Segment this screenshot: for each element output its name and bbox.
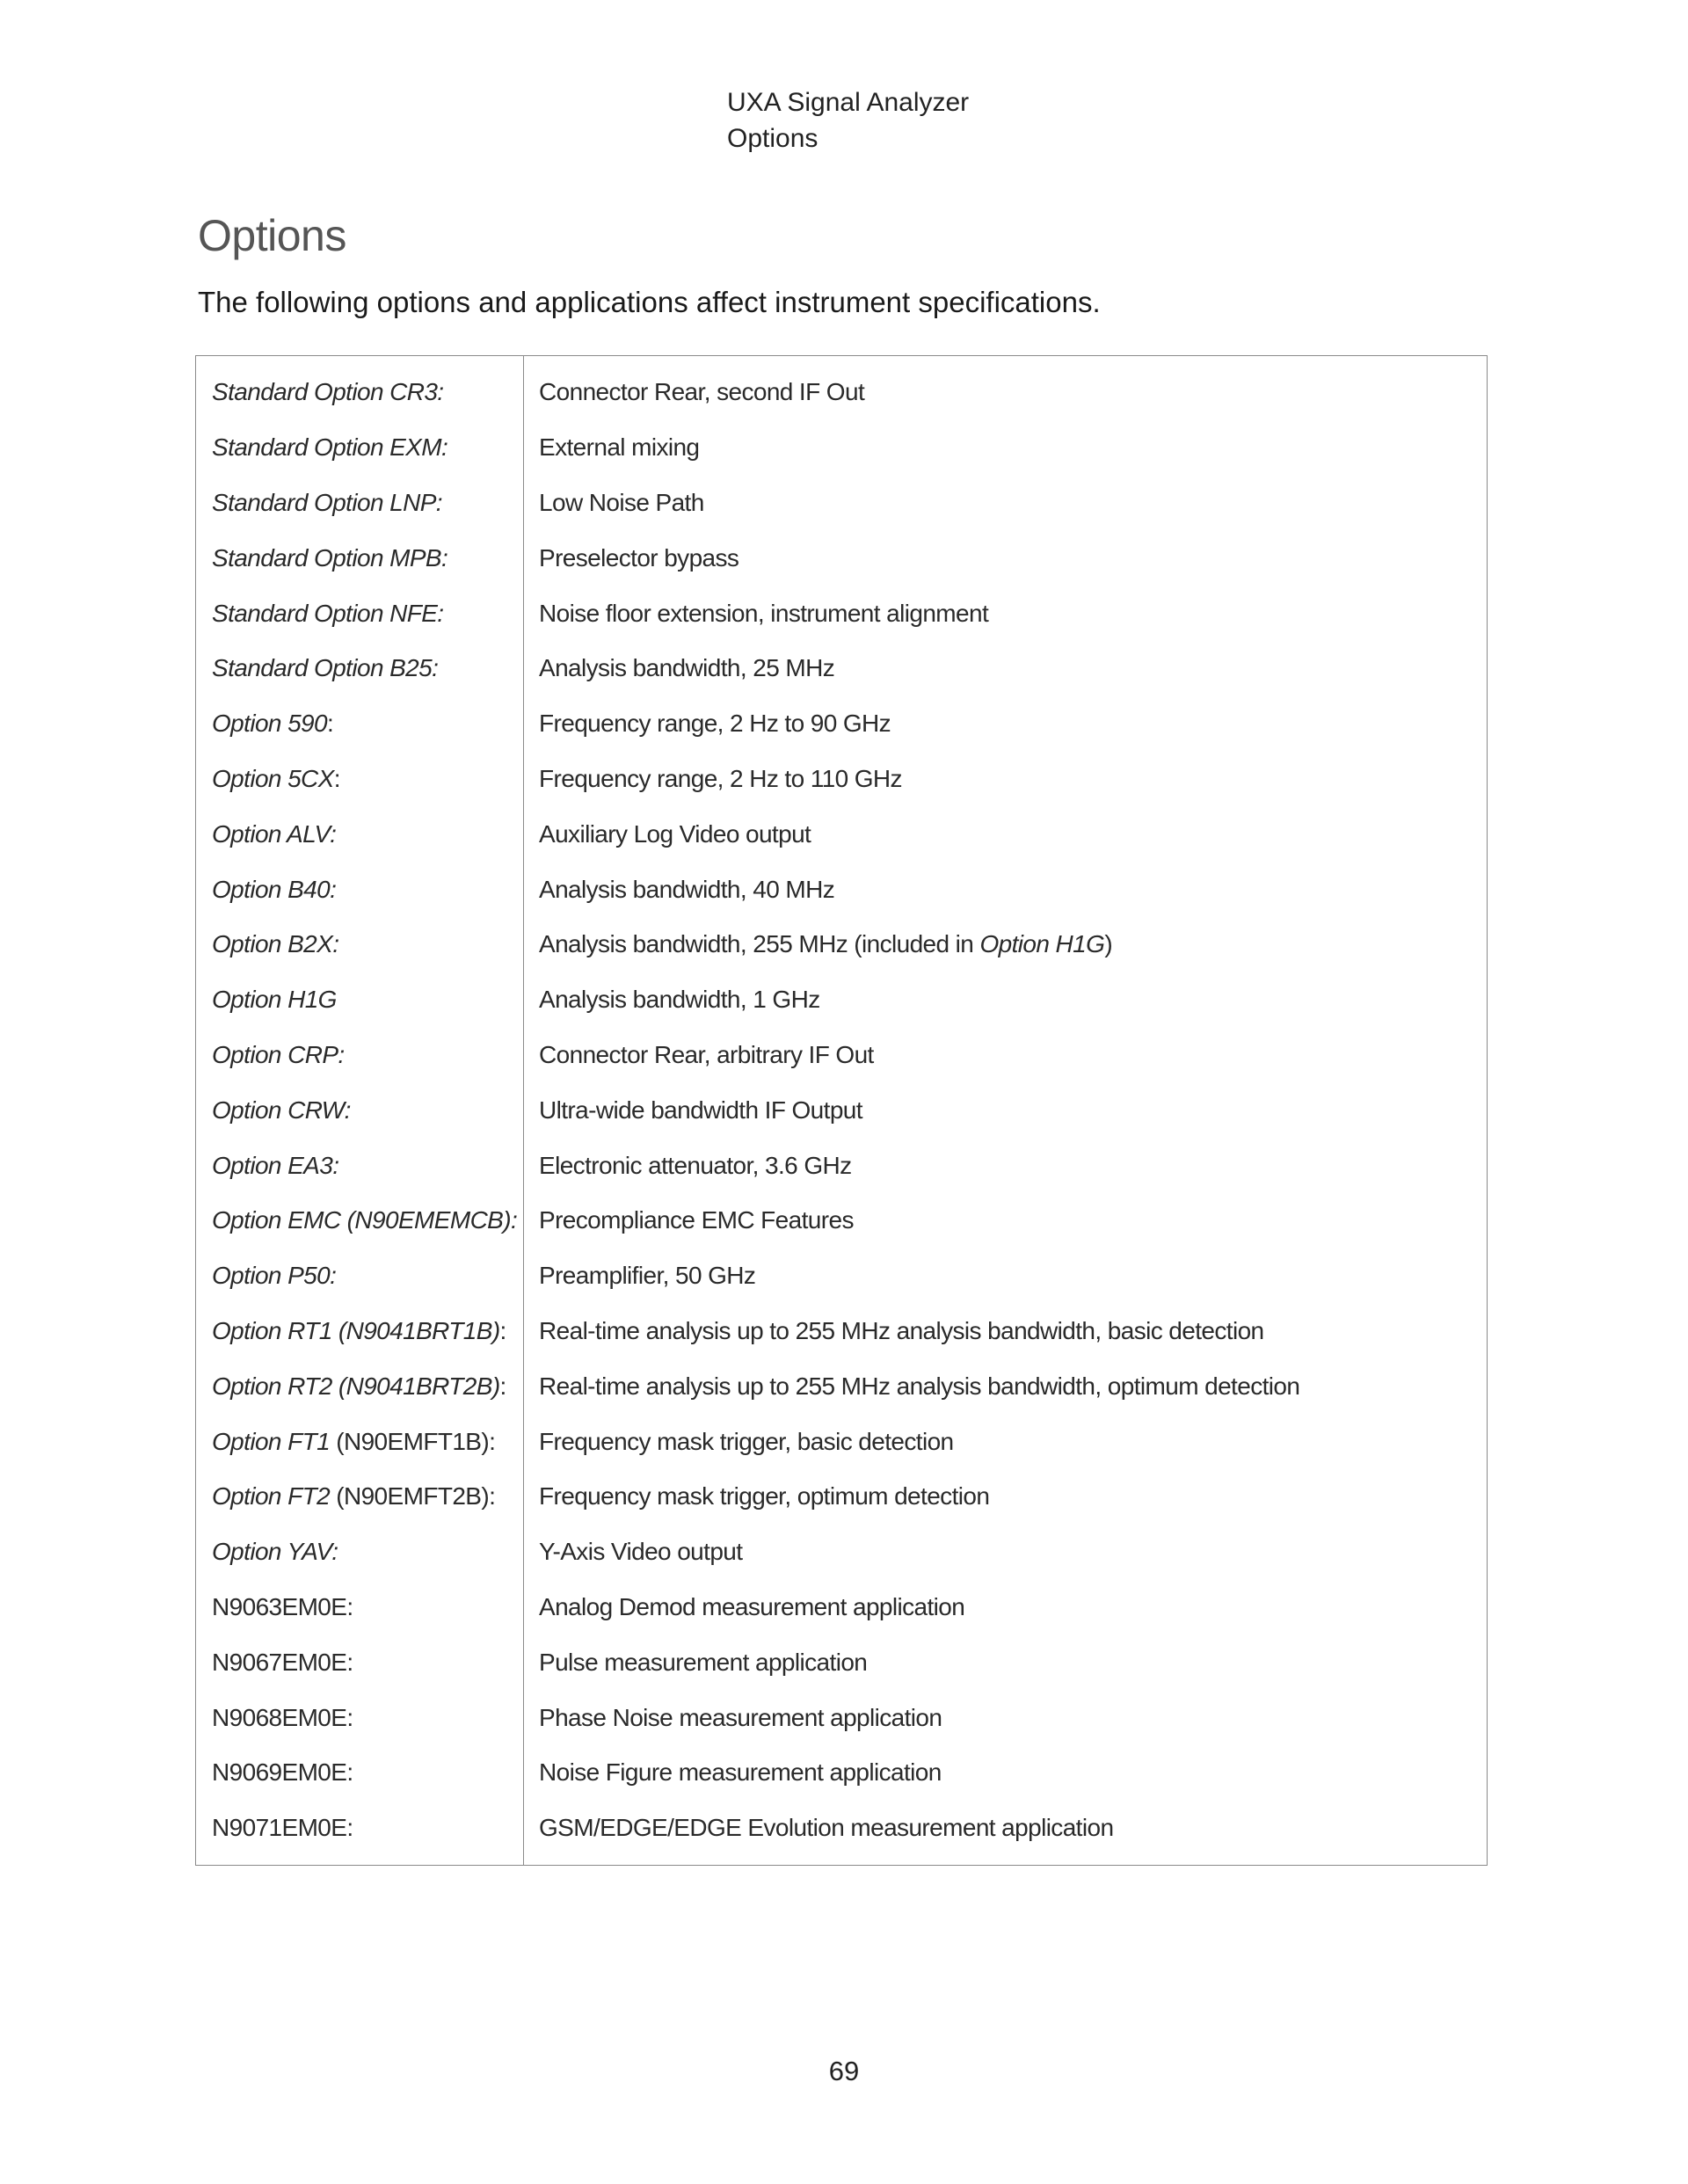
- option-description-cell: [523, 972, 1487, 1028]
- option-description-cell: [523, 586, 1487, 641]
- option-description: Noise Figure measurement application: [539, 1758, 942, 1787]
- option-code-cell: [196, 1690, 523, 1745]
- option-code-cell: [196, 420, 523, 476]
- option-description-cell: [523, 752, 1487, 807]
- option-description: Analog Demod measurement application: [539, 1592, 965, 1620]
- running-header: [727, 84, 969, 157]
- option-code-plain: (N90EMFT2B):: [330, 1482, 496, 1511]
- option-code-italic: Standard Option LNP:: [212, 488, 442, 516]
- table-column-divider: [523, 356, 524, 1865]
- option-code-cell: [196, 1801, 523, 1856]
- option-code-cell: [196, 862, 523, 917]
- option-code-cell: [196, 696, 523, 752]
- option-description-cell: [523, 1525, 1487, 1580]
- option-code-italic: Option RT2 (N9041BRT2B): [212, 1372, 500, 1400]
- option-code-plain: N9067EM0E:: [212, 1648, 353, 1676]
- option-description-cell: [523, 476, 1487, 531]
- option-description: Y-Axis Video output: [539, 1538, 743, 1566]
- option-description-cell: [523, 1469, 1487, 1525]
- option-description-tail: ): [1104, 930, 1113, 958]
- option-code-italic: Option EA3:: [212, 1151, 339, 1179]
- option-description-cell: [523, 862, 1487, 917]
- header-product-title: UXA Signal Analyzer: [727, 88, 970, 117]
- option-description-cell: [523, 1414, 1487, 1469]
- option-code-italic: Option YAV:: [212, 1538, 338, 1566]
- option-code-italic: Option RT1 (N9041BRT1B): [212, 1316, 500, 1344]
- option-description-cell: [523, 1801, 1487, 1856]
- option-description-cell: [523, 1082, 1487, 1138]
- option-code-cell: [196, 1082, 523, 1138]
- option-description: Ultra-wide bandwidth IF Output: [539, 1096, 862, 1124]
- option-description: Real-time analysis up to 255 MHz analysis bandwidth, basic detection: [539, 1316, 1264, 1344]
- option-code-cell: [196, 1525, 523, 1580]
- option-code-plain: :: [499, 1316, 506, 1344]
- option-description: Phase Noise measurement application: [539, 1703, 942, 1731]
- option-code-cell: [196, 1028, 523, 1083]
- option-description: Noise floor extension, instrument alignment: [539, 599, 989, 627]
- option-description: Analysis bandwidth, 25 MHz: [539, 654, 835, 682]
- option-code-cell: [196, 1580, 523, 1635]
- option-code-italic: Option H1G: [212, 986, 337, 1014]
- option-description: Preselector bypass: [539, 543, 739, 571]
- option-code-plain: (N90EMFT1B):: [330, 1427, 496, 1455]
- option-code-cell: [196, 806, 523, 862]
- option-code-cell: [196, 1249, 523, 1304]
- option-code-italic: Option FT1: [212, 1427, 331, 1455]
- option-description-cell: [523, 530, 1487, 586]
- section-title: Options: [198, 211, 346, 260]
- header-section-name: Options: [727, 124, 819, 153]
- option-code-italic: Option B2X:: [212, 930, 339, 958]
- option-code-italic: Option EMC (N90EMEMCB):: [212, 1206, 518, 1234]
- option-description: Connector Rear, arbitrary IF Out: [539, 1040, 874, 1068]
- option-description-cell: [523, 420, 1487, 476]
- intro-paragraph: The following options and applications affect instrument specifications.: [198, 286, 1101, 318]
- option-description-cell: [523, 917, 1487, 972]
- option-code-plain: :: [499, 1372, 506, 1400]
- option-code-plain: N9071EM0E:: [212, 1814, 353, 1842]
- option-code-italic: Option P50:: [212, 1262, 337, 1290]
- option-code-cell: [196, 1358, 523, 1414]
- option-code-italic: Option ALV:: [212, 819, 337, 848]
- option-code-cell: [196, 1634, 523, 1690]
- option-code-plain: :: [327, 710, 334, 738]
- option-description: Pulse measurement application: [539, 1648, 868, 1676]
- option-description-cell: [523, 1745, 1487, 1801]
- option-code-italic: Option CRW:: [212, 1096, 351, 1124]
- option-description: Electronic attenuator, 3.6 GHz: [539, 1151, 852, 1179]
- option-description: Frequency mask trigger, basic detection: [539, 1427, 954, 1455]
- option-description-cell: [523, 1028, 1487, 1083]
- option-description: Low Noise Path: [539, 488, 704, 516]
- option-description-cell: [523, 1690, 1487, 1745]
- option-code-cell: [196, 917, 523, 972]
- option-code-cell: [196, 1414, 523, 1469]
- option-description-cell: [523, 1358, 1487, 1414]
- option-code-italic: Option 5CX: [212, 764, 334, 792]
- option-code-italic: Option 590: [212, 710, 327, 738]
- option-code-plain: N9063EM0E:: [212, 1592, 353, 1620]
- option-code-italic: Standard Option MPB:: [212, 543, 448, 571]
- option-description: Frequency range, 2 Hz to 90 GHz: [539, 710, 891, 738]
- option-description-cell: [523, 1193, 1487, 1249]
- option-code-cell: [196, 752, 523, 807]
- option-code-italic: Standard Option CR3:: [212, 378, 444, 406]
- option-code-plain: :: [333, 764, 340, 792]
- option-description-cell: [523, 365, 1487, 420]
- option-description-cell: [523, 1138, 1487, 1193]
- option-code-cell: [196, 641, 523, 696]
- option-code-italic: Standard Option B25:: [212, 654, 439, 682]
- option-description-cell: [523, 1580, 1487, 1635]
- option-description: External mixing: [539, 433, 700, 462]
- option-code-italic: Standard Option EXM:: [212, 433, 448, 462]
- option-code-cell: [196, 1745, 523, 1801]
- option-code-cell: [196, 1193, 523, 1249]
- option-code-plain: N9069EM0E:: [212, 1758, 353, 1787]
- option-description-cell: [523, 1634, 1487, 1690]
- option-code-cell: [196, 365, 523, 420]
- option-description: Precompliance EMC Features: [539, 1206, 854, 1234]
- option-description: Preamplifier, 50 GHz: [539, 1262, 756, 1290]
- option-code-cell: [196, 586, 523, 641]
- page-number: 69: [828, 2056, 860, 2086]
- option-code-cell: [196, 530, 523, 586]
- option-code-italic: Option B40:: [212, 875, 337, 903]
- option-code-cell: [196, 1138, 523, 1193]
- option-code-cell: [196, 972, 523, 1028]
- option-description: Auxiliary Log Video output: [539, 819, 811, 848]
- option-description: Real-time analysis up to 255 MHz analysis bandwidth, optimum detection: [539, 1372, 1300, 1400]
- option-description: Analysis bandwidth, 255 MHz (included in: [539, 930, 980, 958]
- option-code-cell: [196, 1304, 523, 1359]
- option-description: Connector Rear, second IF Out: [539, 378, 865, 406]
- option-code-cell: [196, 1469, 523, 1525]
- option-code-italic: Standard Option NFE:: [212, 599, 444, 627]
- option-description: GSM/EDGE/EDGE Evolution measurement application: [539, 1814, 1114, 1842]
- option-description: Frequency mask trigger, optimum detection: [539, 1482, 990, 1511]
- option-description-cell: [523, 641, 1487, 696]
- option-description-cell: [523, 1249, 1487, 1304]
- options-table: [195, 355, 1488, 1866]
- option-code-plain: N9068EM0E:: [212, 1703, 353, 1731]
- option-description: Analysis bandwidth, 40 MHz: [539, 875, 835, 903]
- option-description-cell: [523, 1304, 1487, 1359]
- option-description-cell: [523, 806, 1487, 862]
- option-code-italic: Option FT2: [212, 1482, 331, 1511]
- option-description-cell: [523, 696, 1487, 752]
- option-description: Analysis bandwidth, 1 GHz: [539, 986, 820, 1014]
- option-code-italic: Option CRP:: [212, 1040, 345, 1068]
- option-description: Frequency range, 2 Hz to 110 GHz: [539, 764, 902, 792]
- option-description-italic: Option H1G: [979, 930, 1105, 958]
- option-code-cell: [196, 476, 523, 531]
